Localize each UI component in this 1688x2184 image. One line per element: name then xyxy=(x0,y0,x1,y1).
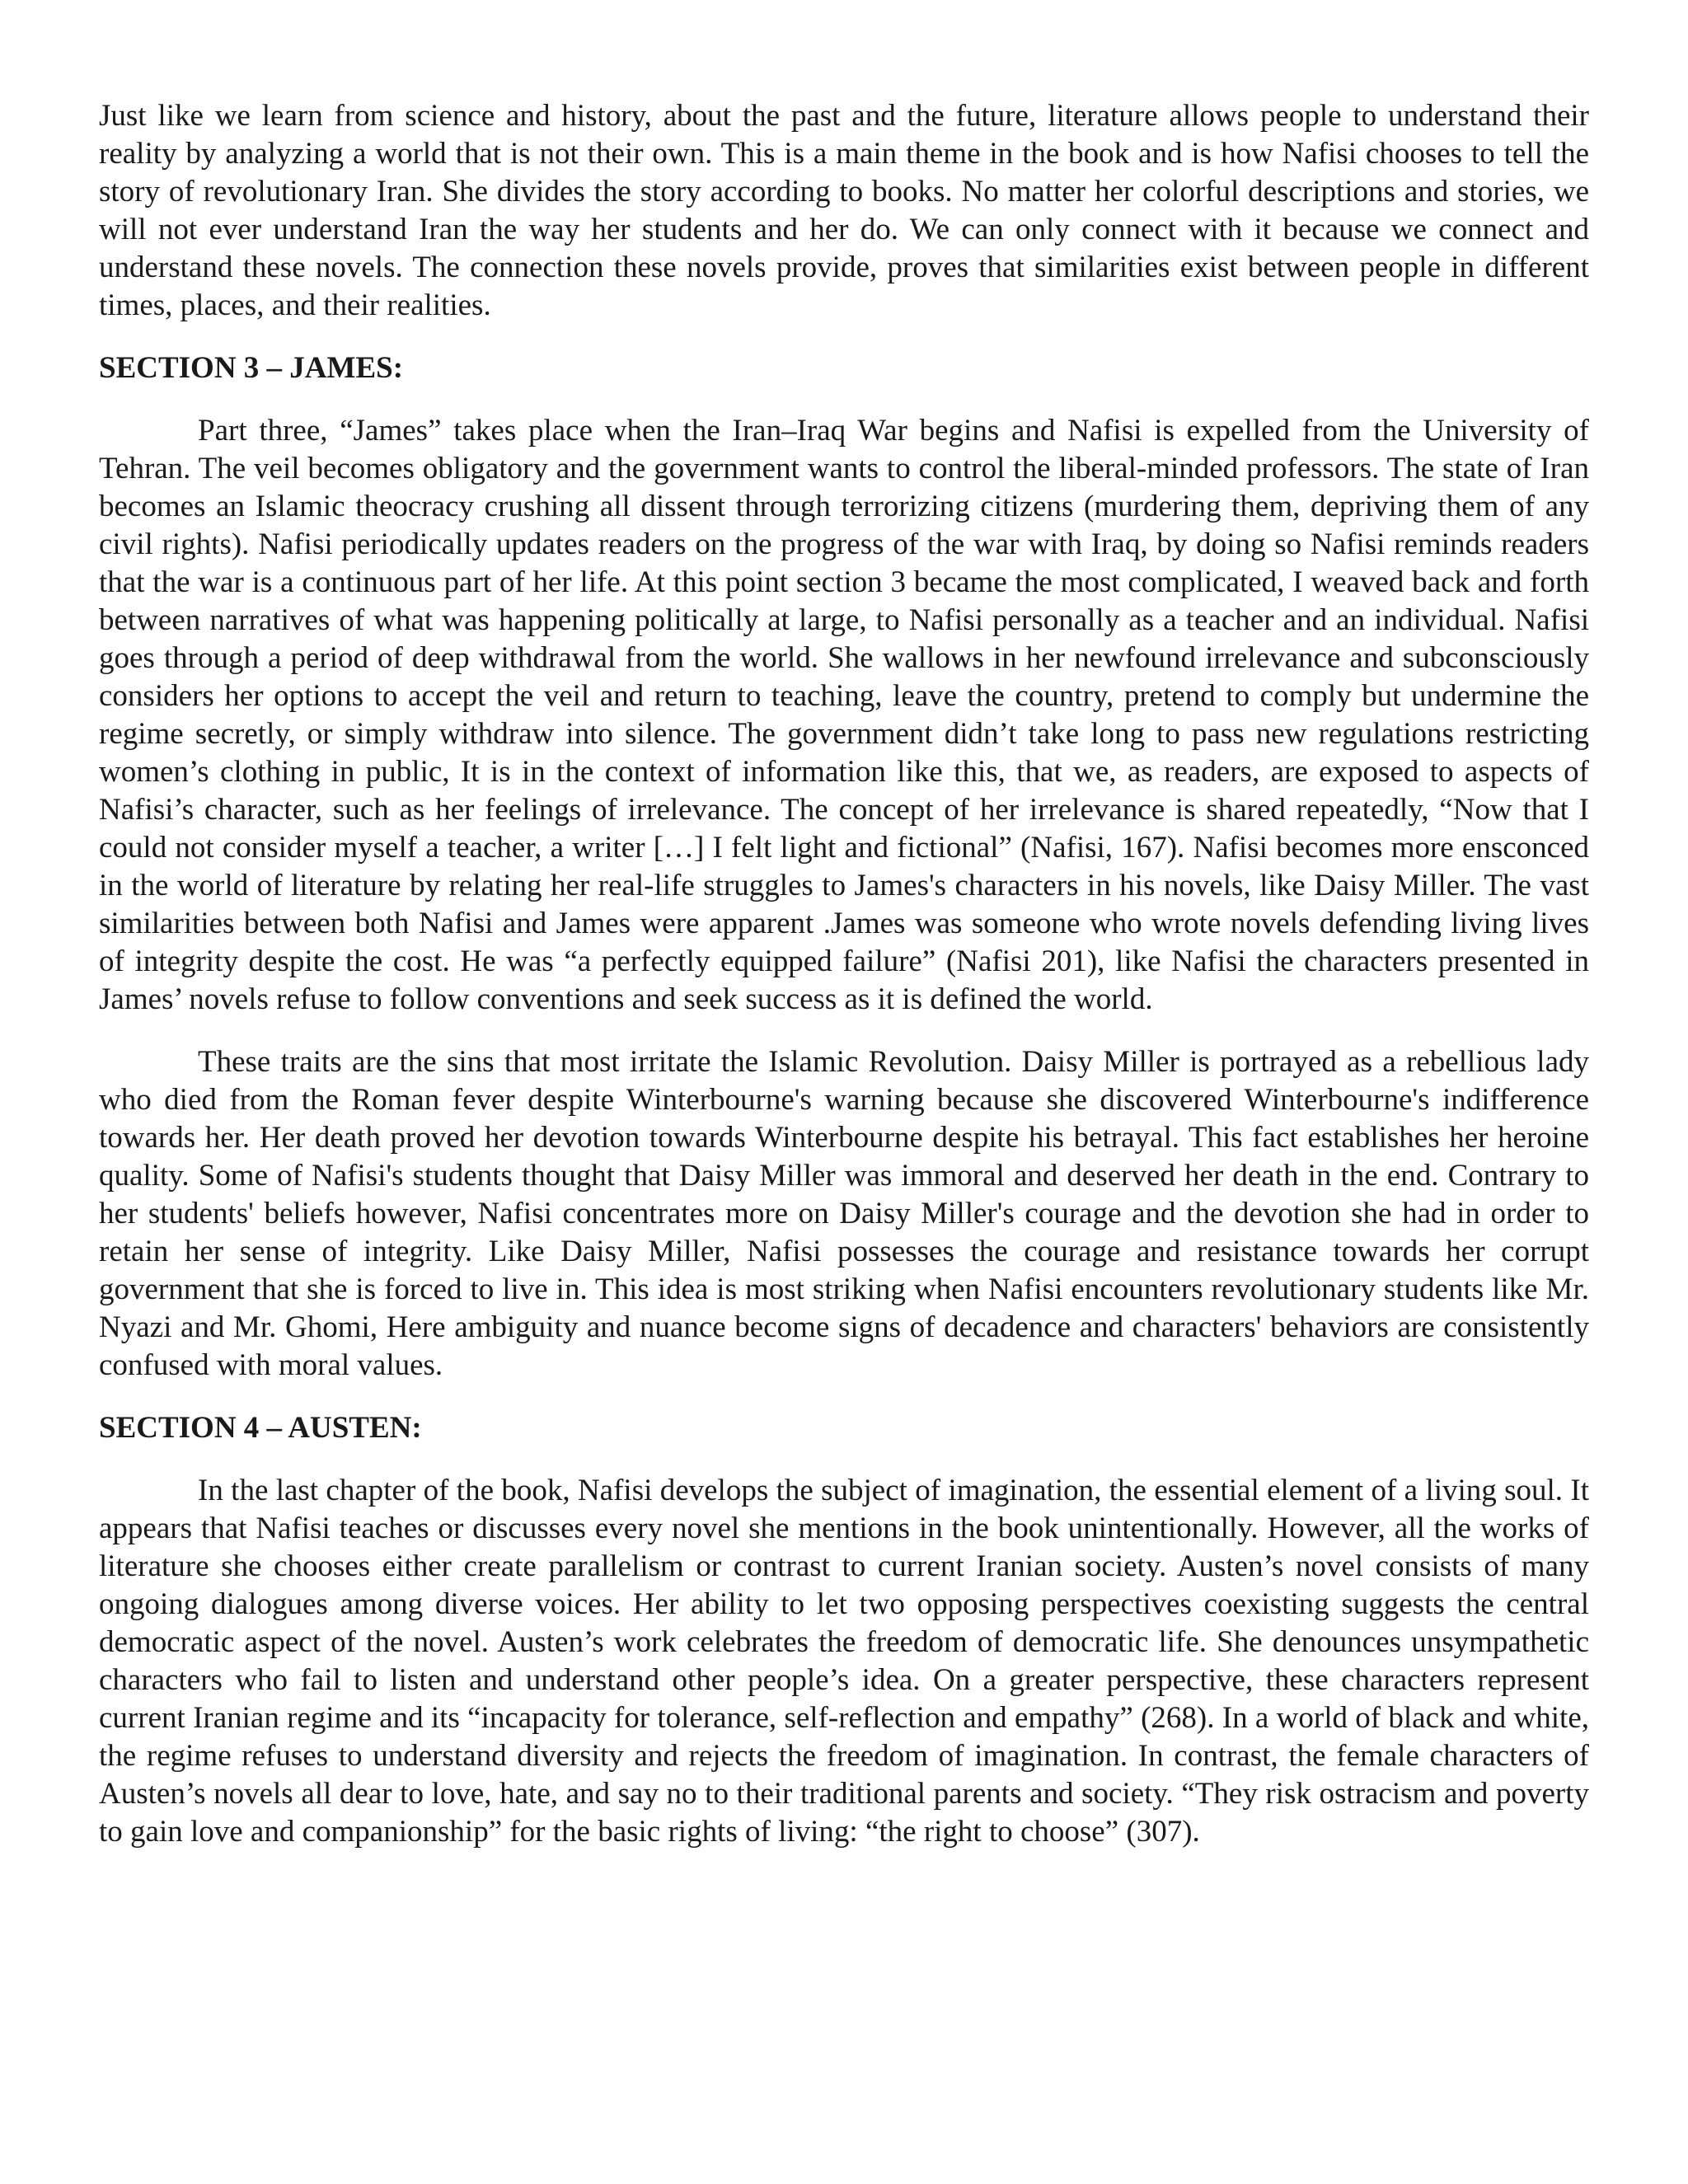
section-4-heading: SECTION 4 – AUSTEN: xyxy=(99,1411,422,1445)
document-page xyxy=(99,97,1589,1851)
intro-paragraph: Just like we learn from science and history, about the past and the future, literature allows people to understand their reality by analyzing a world that is not their own. This is a main theme in the book and is how Nafisi chooses to tell the story of revolutionary Iran. She divides the story according to books. No matter her colorful descriptions and stories, we will not ever understand Iran the way her students and her do. We can only connect with it because we connect and understand these novels. The connection these novels provide, proves that similarities exist between people in different times, places, and their realities. xyxy=(99,99,1589,322)
section-3-paragraph-2: These traits are the sins that most irritate the Islamic Revolution. Daisy Miller is portrayed as a rebellious lady who died from the Roman fever despite Winterbourne's warning because she discovered Winterbourne's indifference towards her. Her death proved her devotion towards Winterbourne despite his betrayal. This fact establishes her heroine quality. Some of Nafisi's students thought that Daisy Miller was immoral and deserved her death in the end. Contrary to her students' beliefs however, Nafisi concentrates more on Daisy Miller's courage and the devotion she had in order to retain her sense of integrity. Like Daisy Miller, Nafisi possesses the courage and resistance towards her corrupt government that she is forced to live in. This idea is most striking when Nafisi encounters revolutionary students like Mr. Nyazi and Mr. Ghomi, Here ambiguity and nuance become signs of decadence and characters' behaviors are consistently confused with moral values. xyxy=(99,1045,1589,1382)
section-3-paragraph-1: Part three, “James” takes place when the Iran–Iraq War begins and Nafisi is expelled from the University of Tehran. The veil becomes obligatory and the government wants to control the liberal-minded professors. The state of Iran becomes an Islamic theocracy crushing all dissent through terrorizing citizens (murdering them, depriving them of any civil rights). Nafisi periodically updates readers on the progress of the war with Iraq, by doing so Nafisi reminds readers that the war is a continuous part of her life. At this point section 3 became the most complicated, I weaved back and forth between narratives of what was happening politically at large, to Nafisi personally as a teacher and an individual. Nafisi goes through a period of deep withdrawal from the world. She wallows in her newfound irrelevance and subconsciously considers her options to accept the veil and return to teaching, leave the country, pretend to comply but undermine the regime secretly, or simply withdraw into silence. The government didn’t take long to pass new regulations restricting women’s clothing in public, It is in the context of information like this, that we, as readers, are exposed to aspects of Nafisi’s character, such as her feelings of irrelevance. The concept of her irrelevance is shared repeatedly, “Now that I could not consider myself a teacher, a writer […] I felt light and fictional” (Nafisi, 167). Nafisi becomes more ensconced in the world of literature by relating her real-life struggles to James's characters in his novels, like Daisy Miller. The vast similarities between both Nafisi and James were apparent .James was someone who wrote novels defending living lives of integrity despite the cost. He was “a perfectly equipped failure” (Nafisi 201), like Nafisi the characters presented in James’ novels refuse to follow conventions and seek success as it is defined the world. xyxy=(99,414,1589,1016)
section-4-paragraph-1: In the last chapter of the book, Nafisi develops the subject of imagination, the essential element of a living soul. It appears that Nafisi teaches or discusses every novel she mentions in the book unintentionally. However, all the works of literature she chooses either create parallelism or contrast to current Iranian society. Austen’s novel consists of many ongoing dialogues among diverse voices. Her ability to let two opposing perspectives coexisting suggests the central democratic aspect of the novel. Austen’s work celebrates the freedom of democratic life. She denounces unsympathetic characters who fail to listen and understand other people’s idea. On a greater perspective, these characters represent current Iranian regime and its “incapacity for tolerance, self-reflection and empathy” (268). In a world of black and white, the regime refuses to understand diversity and rejects the freedom of imagination. In contrast, the female characters of Austen’s novels all dear to love, hate, and say no to their traditional parents and society. “They risk ostracism and poverty to gain love and companionship” for the basic rights of living: “the right to choose” (307). xyxy=(99,1474,1589,1849)
section-3-heading: SECTION 3 – JAMES: xyxy=(99,351,404,385)
